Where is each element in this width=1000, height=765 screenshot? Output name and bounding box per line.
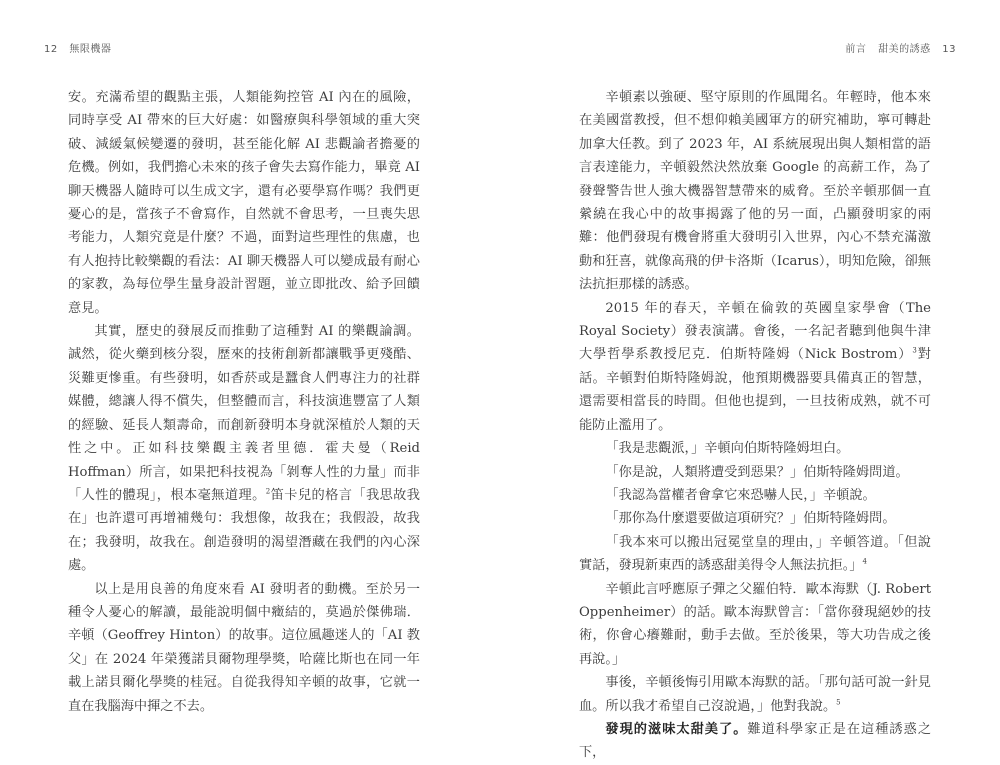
paragraph: 以上是用良善的角度來看 AI 發明者的動機。至於另一種令人憂心的解讀，最能說明個中癥結的，莫過於傑佛瑞．辛頓（Geoffrey Hinton）的故事。這位風趣迷人的「AI 教父」在 2024 年榮獲諾貝爾物理學獎，哈薩比斯也在同一年載上諾貝爾化學獎的桂冠。自從我得知辛頓的故事，它就一直在我腦海中揮之不去。 — [68, 581, 420, 714]
paragraph-text: 「我本來可以搬出冠冕堂皇的理由，」辛頓答道。「但說實話，發現新東西的誘惑甜美得令人無法抗拒。」 — [579, 534, 931, 574]
paragraph: 辛頓此言呼應原子彈之父羅伯特．歐本海默（J. Robert Oppenheimer）的話。歐本海默曾言：「當你發現絕妙的技術，你會心癢難耐，動手去做。至於後果，等大功告成之後再說。」 — [579, 581, 931, 667]
paragraph — [579, 297, 931, 437]
left-page-body — [68, 86, 420, 718]
paragraph-text: 事後，辛頓後悔引用歐本海默的話。「那句話可說一針見血。所以我才希望自己沒說過，」他對我說。 — [579, 675, 931, 714]
footnote-marker[interactable]: 4 — [862, 557, 867, 566]
dialogue-line: 「我認為當權者會拿它來恐嚇人民，」辛頓說。 — [605, 487, 876, 503]
section-title: 甜美的誘惑 — [878, 44, 931, 55]
running-header-right — [841, 40, 960, 55]
paragraph — [68, 320, 420, 577]
paragraph-text: 對話。辛頓對伯斯特隆姆說，他預期機器要具備真正的智慧，還需要相當長的時間。但他也提到，一旦技術成熟，就不可能防止濫用了。 — [579, 347, 931, 433]
book-title: 無限機器 — [69, 44, 112, 55]
footnote-marker[interactable]: 3 — [912, 347, 917, 356]
dialogue-line: 「那你為什麼還要做這項研究？」伯斯特隆姆問。 — [605, 511, 896, 527]
paragraph — [579, 671, 931, 718]
paragraph-text: 其實，歷史的發展反而推動了這種對 AI 的樂觀論調。誠然，從火藥到核分裂，歷來的技術創新都讓戰爭更殘酷、災難更慘重。有些發明，如香菸或是蠶食人們專注力的社群媒體，總讓人得不償失，但整體而言，科技演進豐富了人類的經驗、延長人類壽命，而創新發明本身就深植於人類的天性之中。正如科技樂觀主義者里德．霍夫曼（Reid Hoffman）所言，如果把科技視為「剝奪人性的力量」而非「人性的體現」，根本毫無道理。 — [68, 324, 420, 503]
right-page-body — [579, 86, 931, 765]
page-number-right: 13 — [942, 44, 956, 55]
dialogue-line: 「我是悲觀派，」辛頓向伯斯特隆姆坦白。 — [605, 441, 850, 457]
page-number-left: 12 — [44, 44, 58, 55]
paragraph-text: 2015 年的春天，辛頓在倫敦的英國皇家學會（The Royal Society）發表演講。會後，一名記者聽到他與牛津大學哲學系教授尼克．伯斯特隆姆（Nick Bostrom） — [579, 300, 931, 363]
dialogue-line: 「你是說，人類將遭受到惡果？」伯斯特隆姆問道。 — [605, 464, 909, 480]
running-header-left — [40, 40, 115, 55]
paragraph-text: 難道科學家正是在這種誘惑之下， — [579, 721, 932, 761]
paragraph — [579, 718, 931, 765]
paragraph-text: 笛卡兒的格言「我思故我在」也許還可再增補幾句：我想像，故我在；我假設，故我在；我發明，故我在。創造發明的渴望潛藏在我們的內心深處。 — [68, 487, 420, 574]
footnote-marker[interactable]: 2 — [265, 487, 271, 496]
chapter-label: 前言 — [845, 44, 867, 55]
footnote-marker[interactable]: 5 — [836, 698, 841, 707]
paragraph: 安。充滿希望的觀點主張，人類能夠控管 AI 內在的風險，同時享受 AI 帶來的巨大好處：如醫療與科學領域的重大突破、減緩氣候變遷的發明，甚至能化解 AI 悲觀論者擔憂的危機。例如，我們擔心未來的孩子會失去寫作能力，畢竟 AI 聊天機器人隨時可以生成文字，還有必要學寫作嗎？我們更憂心的是，當孩子不會寫作，自然就不會思考，一旦喪失思考能力，人類究竟是什麼？不過，面對這些理性的焦慮，也有人抱持比較樂觀的看法：AI 聊天機器人可以變成最有耐心的家教，為每位學生量身設計習題，並立即批改、給予回饋意見。 — [68, 90, 420, 316]
dialogue-line — [579, 531, 931, 578]
paragraph: 辛頓素以強硬、堅守原則的作風聞名。年輕時，他本來在美國當教授，但不想仰賴美國軍方的研究補助，寧可轉赴加拿大任教。到了 2023 年，AI 系統展現出與人類相當的語言表達能力，辛頓毅然決然放棄 Google 的高薪工作，為了發聲警告世人強大機器智慧帶來的威脅。至於辛頓那個一直縈繞在我心中的故事揭露了他的另一面，凸顯發明家的兩難：他們發現有機會將重大發明引入世界，內心不禁充滿激動和狂喜，就像高飛的伊卡洛斯（Icarus），明知危險，卻無法抗拒那樣的誘惑。 — [579, 90, 931, 293]
bold-emphasis: 發現的滋味太甜美了。 — [605, 721, 748, 737]
